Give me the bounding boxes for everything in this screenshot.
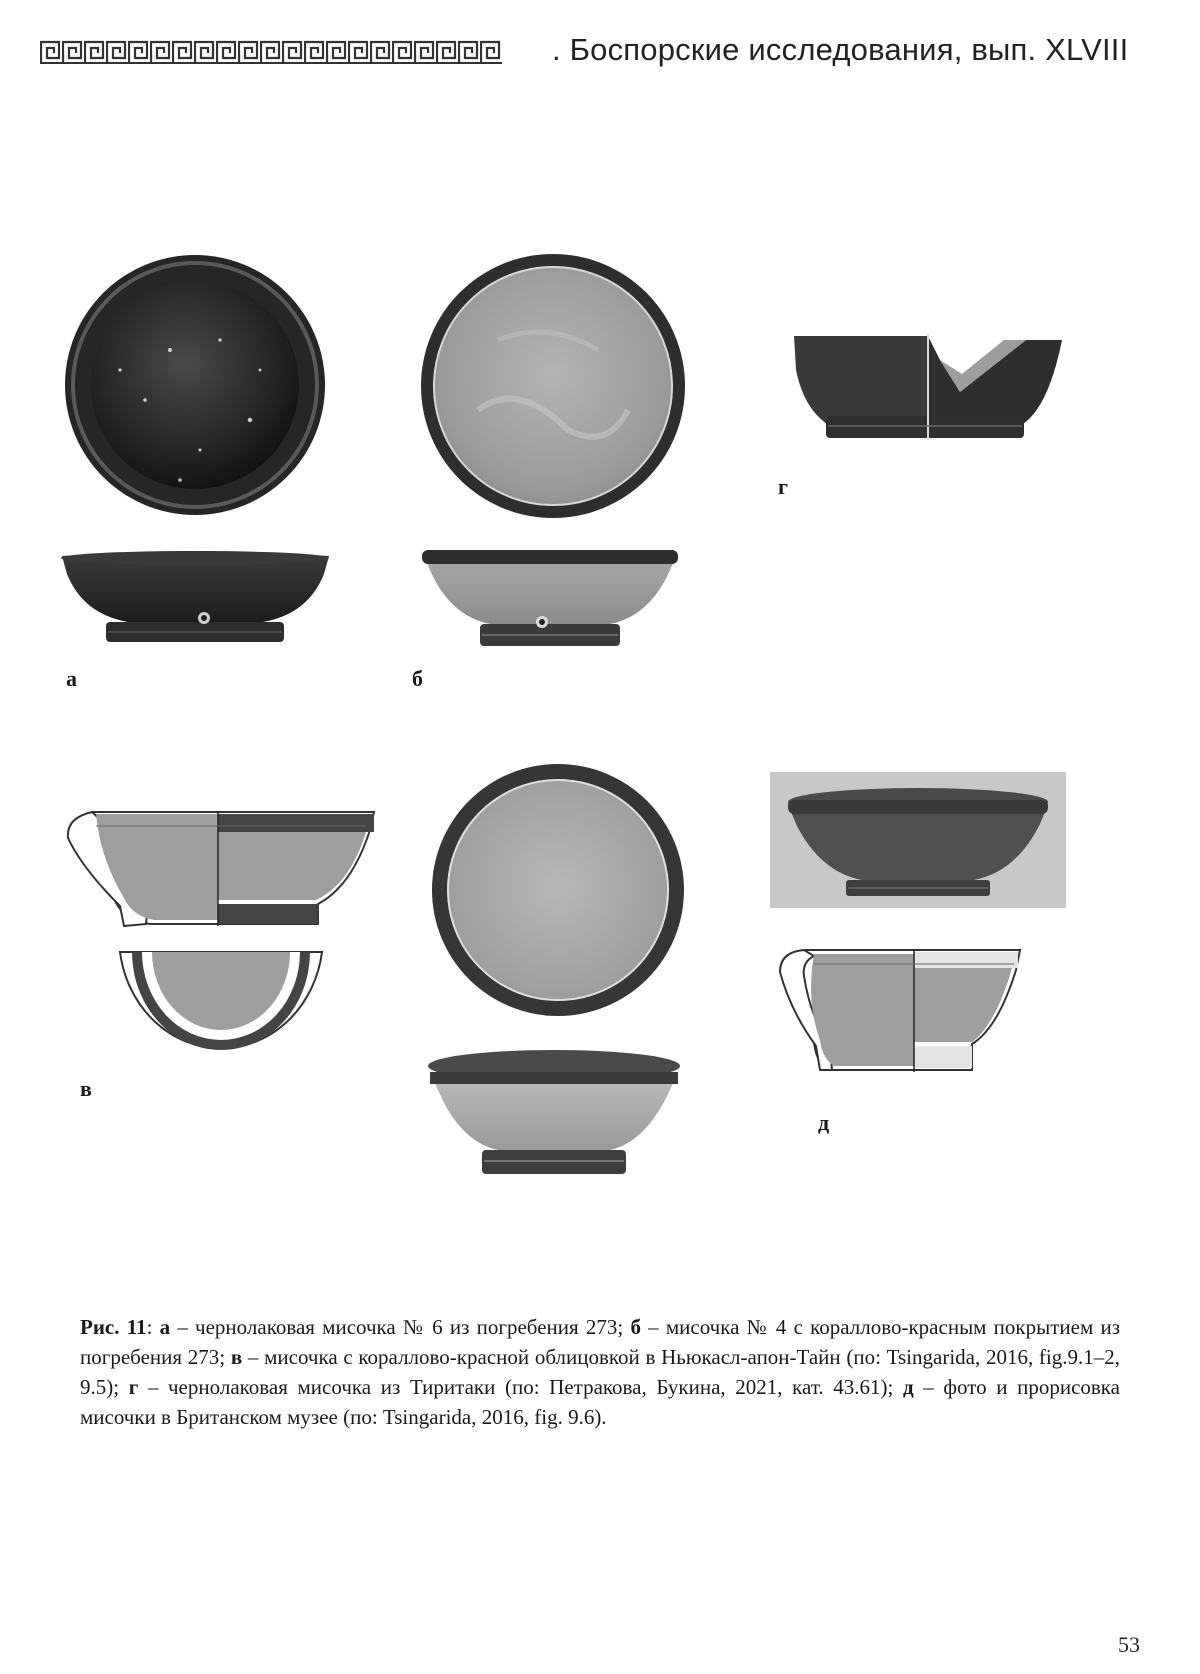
page-header <box>40 28 1160 78</box>
photo-v-top-view <box>428 762 688 1018</box>
drawing-d-profile <box>776 946 1026 1076</box>
caption-key-d: д <box>903 1375 914 1399</box>
photo-v-side-view <box>420 1042 688 1182</box>
caption-key-v: в <box>230 1345 243 1369</box>
caption-text-v: – мисочка с кораллово-красной облицовкой в Ньюкасл-апон-Тайн (по: Tsingarida, 2016, fig.9.1–2, 9.5); <box>80 1345 1120 1399</box>
photo-g-fragment <box>790 330 1070 446</box>
photo-b-side-view <box>420 548 680 660</box>
panel-label-b: б <box>412 666 423 691</box>
journal-title: . Боспорские исследования, вып. XLVIII <box>552 32 1129 67</box>
drawing-v-profile <box>62 808 382 934</box>
caption-text-g: – чернолаковая мисочка из Тиритаки (по: Петракова, Букина, 2021, кат. 43.61); <box>138 1375 903 1399</box>
caption-text-d: – фото и прорисовка мисочки в Британском музее (по: Tsingarida, 2016, fig. 9.6). <box>80 1375 1121 1429</box>
page-number: 53 <box>1118 1632 1140 1657</box>
greek-key-ornament <box>40 40 502 64</box>
caption-key-g: г <box>128 1375 139 1399</box>
caption-key-b: б <box>630 1315 641 1339</box>
drawing-v-plan <box>118 950 324 1066</box>
photo-a-top-view <box>60 250 330 520</box>
panel-label-v: в <box>80 1076 92 1101</box>
panel-label-g: г <box>778 474 788 499</box>
caption-text-b: – мисочка № 4 с кораллово-красным покрытием из погребения 273; <box>80 1315 1121 1369</box>
caption-figure-number: Рис. 11 <box>80 1315 147 1339</box>
caption-text-a: – чернолаковая мисочка № 6 из погребения 273; <box>170 1315 631 1339</box>
panel-label-d: д <box>818 1110 830 1135</box>
photo-b-top-view <box>418 250 688 522</box>
photo-d-british-museum <box>770 772 1066 908</box>
photo-a-side-view <box>58 548 333 658</box>
figure-caption: Рис. 11: а – чернолаковая мисочка № 6 из погребения 273; б – мисочка № 4 с кораллово-красным покрытием из погребения 273; в – мисочка с кораллово-красной облицовкой в Ньюкасл-апон-Тайн (по: Tsingarida, 2016, fig.9.1–2, 9.5); г – чернолаковая мисочка из Тиритаки (по: Петракова, Букина, 2021, кат. 43.61); д – фото и прорисовка мисочки в Британском музее (по: Tsingarida, 2016, fig. 9.6). <box>80 1315 1121 1429</box>
panel-label-a: а <box>66 666 77 691</box>
caption-key-a: а <box>159 1315 171 1339</box>
